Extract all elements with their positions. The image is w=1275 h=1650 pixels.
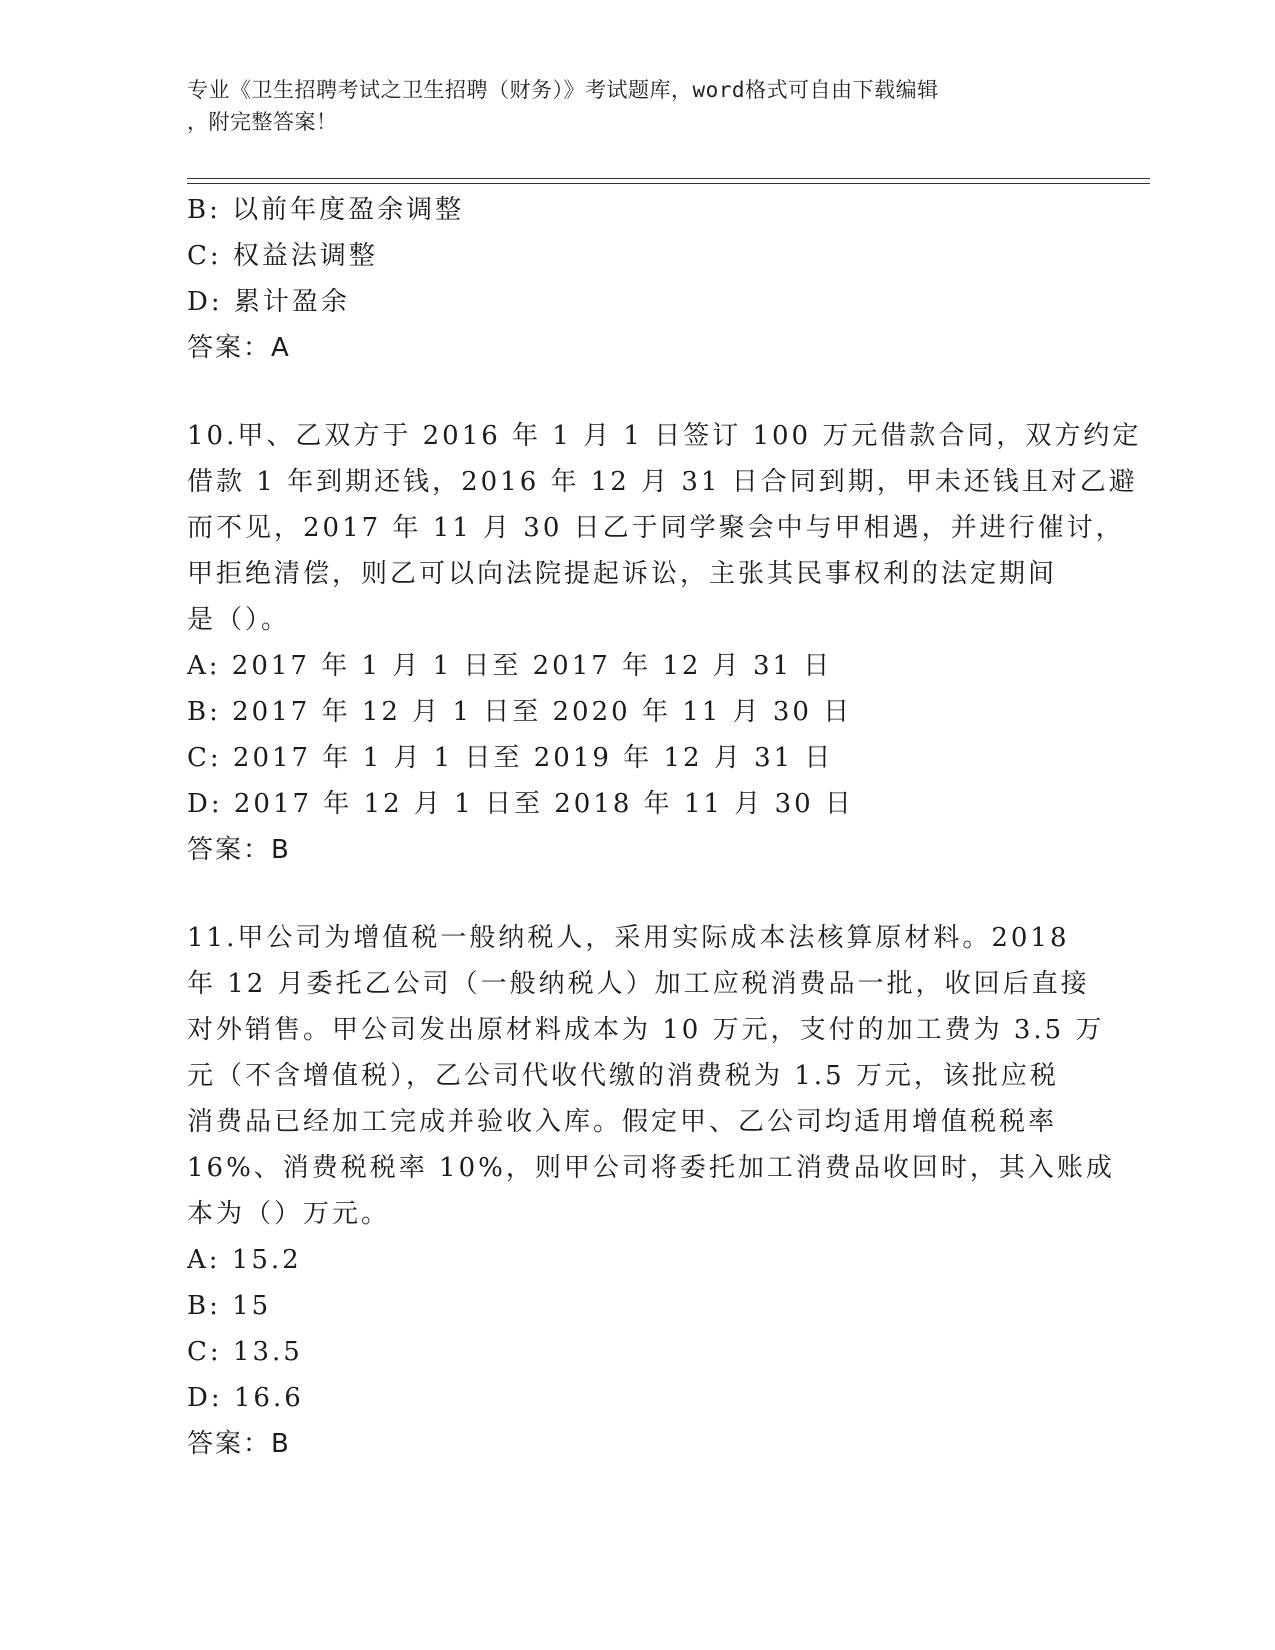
question-11-stem-line-3: 对外销售。甲公司发出原材料成本为 10 万元，支付的加工费为 3.5 万 [187, 1015, 1105, 1045]
prev-question [187, 187, 1087, 371]
header-divider-top [187, 178, 1150, 179]
spacer [187, 371, 1087, 413]
option-b: B: 15 [187, 1291, 272, 1321]
header-line-2: ，附完整答案！ [187, 110, 338, 134]
option-c: C: 权益法调整 [187, 241, 378, 271]
answer-line: 答案：B [187, 835, 291, 865]
question-content [187, 187, 1142, 1467]
question-11-stem-line-4: 元（不含增值税），乙公司代收代缴的消费税为 1.5 万元，该批应税 [187, 1061, 1059, 1091]
option-c: C: 13.5 [187, 1337, 303, 1367]
question-10-stem-line-1: 10.甲、乙双方于 2016 年 1 月 1 日签订 100 万元借款合同，双方约定 [187, 421, 1142, 451]
option-b: B: 以前年度盈余调整 [187, 195, 465, 225]
question-11-stem-line-6: 16%、消费税税率 10%，则甲公司将委托加工消费品收回时，其入账成 [187, 1153, 1115, 1183]
question-10-stem-line-3: 而不见，2017 年 11 月 30 日乙于同学聚会中与甲相遇，并进行催讨， [187, 513, 1125, 543]
header-line-1: 专业《卫生招聘考试之卫生招聘（财务）》考试题库，word格式可自由下载编辑 [187, 78, 939, 102]
option-a: A: 15.2 [187, 1245, 302, 1275]
question-11-stem-line-2: 年 12 月委托乙公司（一般纳税人）加工应税消费品一批，收回后直接 [187, 969, 1090, 999]
option-d: D: 16.6 [187, 1383, 304, 1413]
option-c: C: 2017 年 1 月 1 日至 2019 年 12 月 31 日 [187, 743, 834, 773]
question-10-stem-line-4: 甲拒绝清偿，则乙可以向法院提起诉讼，主张其民事权利的法定期间 [187, 559, 1058, 589]
question-10-stem-line-2: 借款 1 年到期还钱，2016 年 12 月 31 日合同到期，甲未还钱且对乙避 [187, 467, 1138, 497]
question-11-stem-line-1: 11.甲公司为增值税一般纳税人，采用实际成本法核算原材料。2018 [187, 923, 1070, 953]
option-d: D: 累计盈余 [187, 287, 350, 317]
option-d: D: 2017 年 12 月 1 日至 2018 年 11 月 30 日 [187, 789, 854, 819]
option-b: B: 2017 年 12 月 1 日至 2020 年 11 月 30 日 [187, 697, 853, 727]
question-11-stem-line-7: 本为（）万元。 [187, 1199, 391, 1229]
option-a: A: 2017 年 1 月 1 日至 2017 年 12 月 31 日 [187, 651, 833, 681]
question-10 [187, 413, 1142, 873]
answer-line: 答案：A [187, 333, 291, 363]
answer-line: 答案：B [187, 1429, 291, 1459]
question-11 [187, 915, 1115, 1467]
document-header [187, 74, 1067, 138]
question-11-stem-line-5: 消费品已经加工完成并验收入库。假定甲、乙公司均适用增值税税率 [187, 1107, 1058, 1137]
question-10-stem-line-5: 是（）。 [187, 605, 291, 635]
header-divider-bottom [187, 183, 1150, 184]
spacer [187, 873, 1087, 915]
